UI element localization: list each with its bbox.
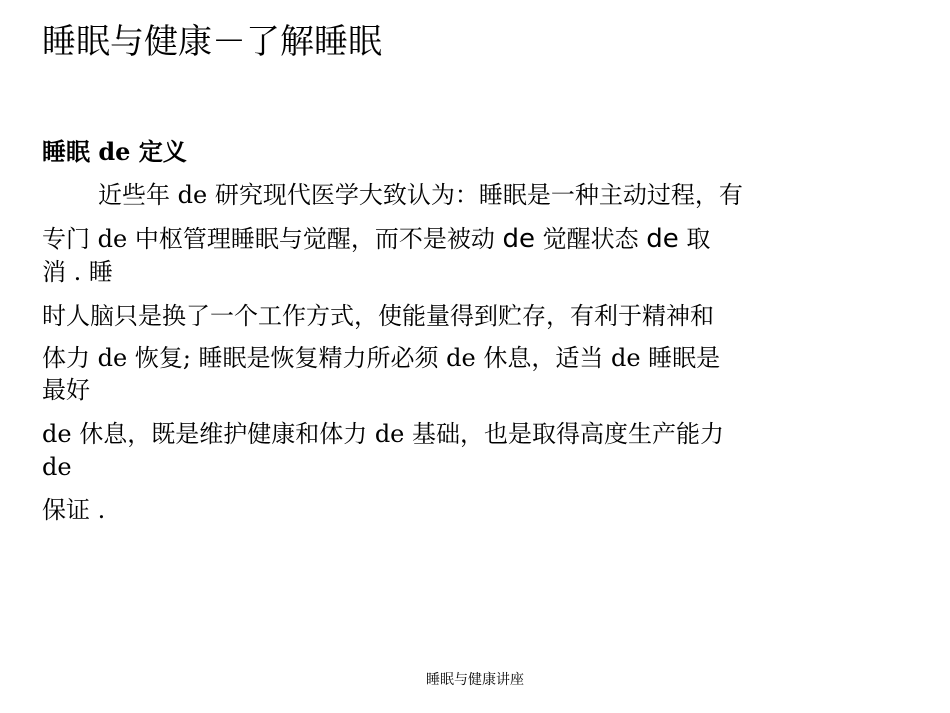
body-line-2-part-1: 专门 de 中枢管理睡眠与觉醒，而不是被动 bbox=[42, 225, 503, 253]
body-line-6: 最好 bbox=[42, 376, 90, 404]
body-line-7: de 休息，既是维护健康和体力 de 基础，也是取得高度生产能力 bbox=[42, 420, 725, 448]
section-heading: 睡眠 de 定义 bbox=[42, 137, 187, 166]
body-line-2-de-1: de bbox=[502, 224, 535, 254]
body-line-2 bbox=[42, 225, 710, 253]
body-line-2-part-3: 取 bbox=[678, 225, 711, 253]
footer-text: 睡眠与健康讲座 bbox=[426, 672, 524, 688]
body-line-9: 保证 . bbox=[42, 496, 106, 524]
body-line-4: 时人脑只是换了一个工作方式，使能量得到贮存，有利于精神和 bbox=[42, 302, 714, 330]
body-line-2-part-2: 觉醒状态 bbox=[534, 225, 647, 253]
body-line-5: 体力 de 恢复; 睡眠是恢复精力所必须 de 休息，适当 de 睡眠是 bbox=[42, 344, 721, 372]
body-line-8: de bbox=[42, 453, 72, 481]
body-line-3: 消 . 睡 bbox=[42, 258, 113, 286]
body-line-2-de-2: de bbox=[646, 224, 679, 254]
body-line-1: 近些年 de 研究现代医学大致认为：睡眠是一种主动过程，有 bbox=[98, 181, 743, 209]
slide-title: 睡眠与健康－了解睡眠 bbox=[42, 22, 382, 62]
